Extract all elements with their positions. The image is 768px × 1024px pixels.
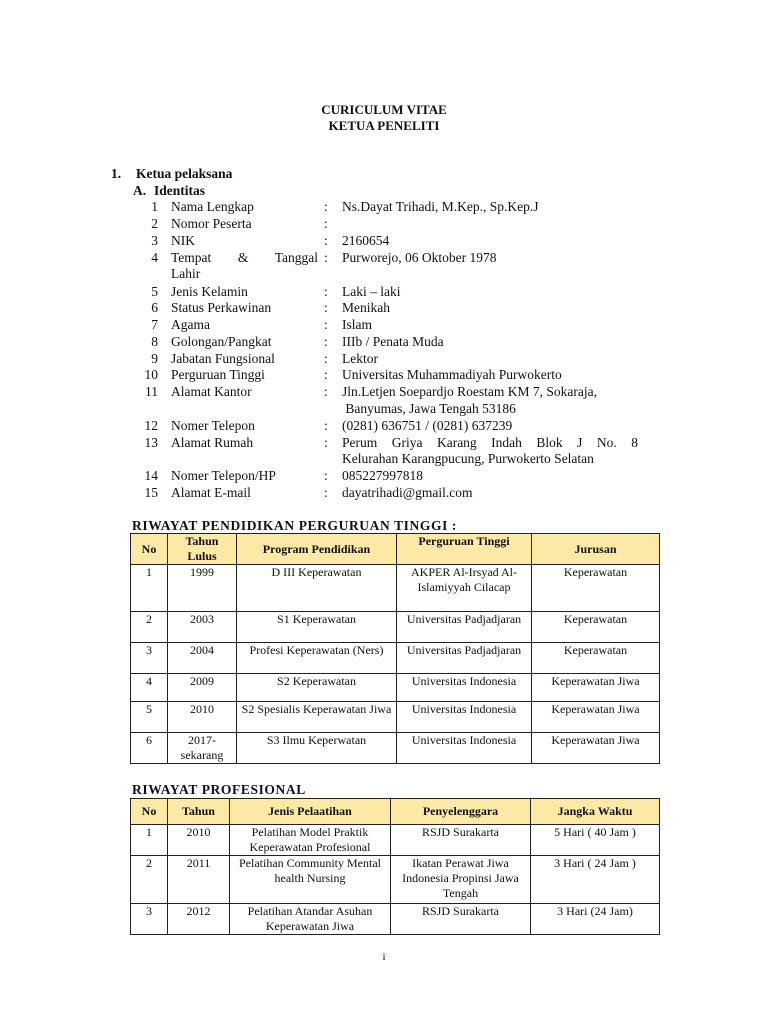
identity-value: Purworejo, 06 Oktober 1978 xyxy=(342,250,497,265)
col-header: No xyxy=(131,534,168,565)
table-row: 1 1999 D III Keperawatan AKPER Al-Irsyad Al-Islamiyyah Cilacap Keperawatan xyxy=(131,565,660,612)
identity-value: 2160654 xyxy=(342,233,390,248)
cv-title: CURICULUM VITAE xyxy=(321,102,447,117)
identity-value: Jln.Letjen Soepardjo Roestam KM 7, Sokaraja, xyxy=(342,384,597,399)
identity-value: 085227997818 xyxy=(342,468,423,483)
section-title: Ketua pelaksana xyxy=(136,166,233,181)
col-header: Penyelenggara xyxy=(391,799,531,825)
document-page: CURICULUM VITAE KETUA PENELITI 1. Ketua pelaksana A. Identitas 1 Nama Lengkap : Ns.Dayat Trihadi, M.Kep., Sp.Kep.J 2 Nomor Peserta : 3 NIK : 2160654 4 Tempat & Tanggal : Purworejo, 06 Oktober 1978 Lahir 5 Jenis Kelamin : Laki – laki 6 Status Perkawinan : Menikah 7 Agama : Islam 8 Golongan/Pangkat : IIIb / Penata Muda 9 Jabatan Fungsional : Lektor 10 Perguruan Tinggi : Universitas Muhammadiyah Purwokerto 11 Alamat Kantor : Jln.Letjen Soepardjo Roestam KM 7, Sokaraja, Banyumas, Jawa Tengah 53186 12 Nomer Telepon : (0281) 636751 / (0281) 637239 13 Alamat Rumah : Perum Griya Karang Indah Blok J No. 8 Kelurahan Karangpucung, Purwokerto Selatan 14 Nomer Telepon/HP : 085227997818 15 Alamat E-mail : dayatrihadi@gmail.com RIWAYAT PENDIDIKAN PERGURUAN TINGGI : No Tahun Lulus Program Pendidikan Perguruan Tinggi Jurusan 1 1999 D III Keperawatan AKPER Al-Irsyad Al-Islamiyyah Cilacap Keperawatan 2 2003 S1 Keperawatan Universitas Padjadjaran Keperawatan 3 2004 Profesi Keperawatan (Ners) Universitas Padjadjaran Keperawatan 4 2009 S2 Keperawatan Universitas Indonesia Keperawatan Jiwa 5 2010 S2 Spesialis Keperawatan Jiwa Universitas Indonesia Keperawatan Jiwa 6 2017-sekarang S3 Ilmu Keperwatan Universitas Indonesia Keperawatan Jiwa RIWAYAT PROFESIONAL No Tahun Jenis Pelaatihan Penyelenggara Jangka Waktu 1 2010 Pelatihan Model Praktik Keperawatan Profesional RSJD Surakarta 5 Hari ( 40 Jam ) 2 2011 Pelatihan Community Mental health Nursing Ikatan Perawat Jiwa Indonesia Propinsi Jawa Tengah 3 Hari ( 24 Jam ) 3 2012 Pelatihan Atandar Asuhan Keperawatan Jiwa RSJD Surakarta 3 Hari (24 Jam) i xyxy=(0,0,768,1024)
professional-table xyxy=(130,798,660,935)
education-header-row xyxy=(131,534,660,565)
col-header: Program Pendidikan xyxy=(237,534,397,565)
professional-heading: RIWAYAT PROFESIONAL xyxy=(132,782,306,797)
col-header: Tahun xyxy=(168,799,230,825)
col-header: Jenis Pelaatihan xyxy=(230,799,391,825)
table-row: 3 2012 Pelatihan Atandar Asuhan Keperawatan Jiwa RSJD Surakarta 3 Hari (24 Jam) xyxy=(131,904,660,935)
table-row: 5 2010 S2 Spesialis Keperawatan Jiwa Universitas Indonesia Keperawatan Jiwa xyxy=(131,702,660,733)
identity-value: Laki – laki xyxy=(342,284,401,299)
section-number: 1. xyxy=(111,166,122,181)
page-number: i xyxy=(382,951,386,963)
cv-subtitle: KETUA PENELITI xyxy=(328,118,440,133)
identity-value: Perum Griya Karang Indah Blok J No. 8 xyxy=(342,435,638,450)
education-heading: RIWAYAT PENDIDIKAN PERGURUAN TINGGI : xyxy=(132,518,458,533)
identity-value: dayatrihadi@gmail.com xyxy=(342,485,473,500)
identity-value: Islam xyxy=(342,317,372,332)
table-row: 6 2017-sekarang S3 Ilmu Keperwatan Universitas Indonesia Keperawatan Jiwa xyxy=(131,733,660,764)
identity-value: Ns.Dayat Trihadi, M.Kep., Sp.Kep.J xyxy=(342,199,539,214)
identity-value: (0281) 636751 / (0281) 637239 xyxy=(342,418,513,433)
col-header: No xyxy=(131,799,168,825)
identity-value: Kelurahan Karangpucung, Purwokerto Selatan xyxy=(342,451,594,466)
identity-value: IIIb / Penata Muda xyxy=(342,334,444,349)
col-header: Perguruan Tinggi xyxy=(397,534,532,565)
table-row: 2 2003 S1 Keperawatan Universitas Padjadjaran Keperawatan xyxy=(131,612,660,643)
col-header: Jangka Waktu xyxy=(531,799,660,825)
identity-value: Lektor xyxy=(342,351,378,366)
subsection-label: A. xyxy=(133,183,147,198)
identity-value: Banyumas, Jawa Tengah 53186 xyxy=(342,401,516,416)
table-row: 1 2010 Pelatihan Model Praktik Keperawatan Profesional RSJD Surakarta 5 Hari ( 40 Jam ) xyxy=(131,825,660,856)
table-row: 2 2011 Pelatihan Community Mental health Nursing Ikatan Perawat Jiwa Indonesia Propinsi Jawa Tengah 3 Hari ( 24 Jam ) xyxy=(131,856,660,904)
table-row: 3 2004 Profesi Keperawatan (Ners) Universitas Padjadjaran Keperawatan xyxy=(131,643,660,674)
col-header: Jurusan xyxy=(532,534,660,565)
identity-value: Universitas Muhammadiyah Purwokerto xyxy=(342,367,562,382)
identity-value: Menikah xyxy=(342,300,390,315)
table-row: 4 2009 S2 Keperawatan Universitas Indonesia Keperawatan Jiwa xyxy=(131,674,660,702)
professional-header-row xyxy=(131,799,660,825)
subsection-title: Identitas xyxy=(154,183,206,198)
education-table xyxy=(130,533,660,764)
col-header: Tahun Lulus xyxy=(168,534,237,565)
